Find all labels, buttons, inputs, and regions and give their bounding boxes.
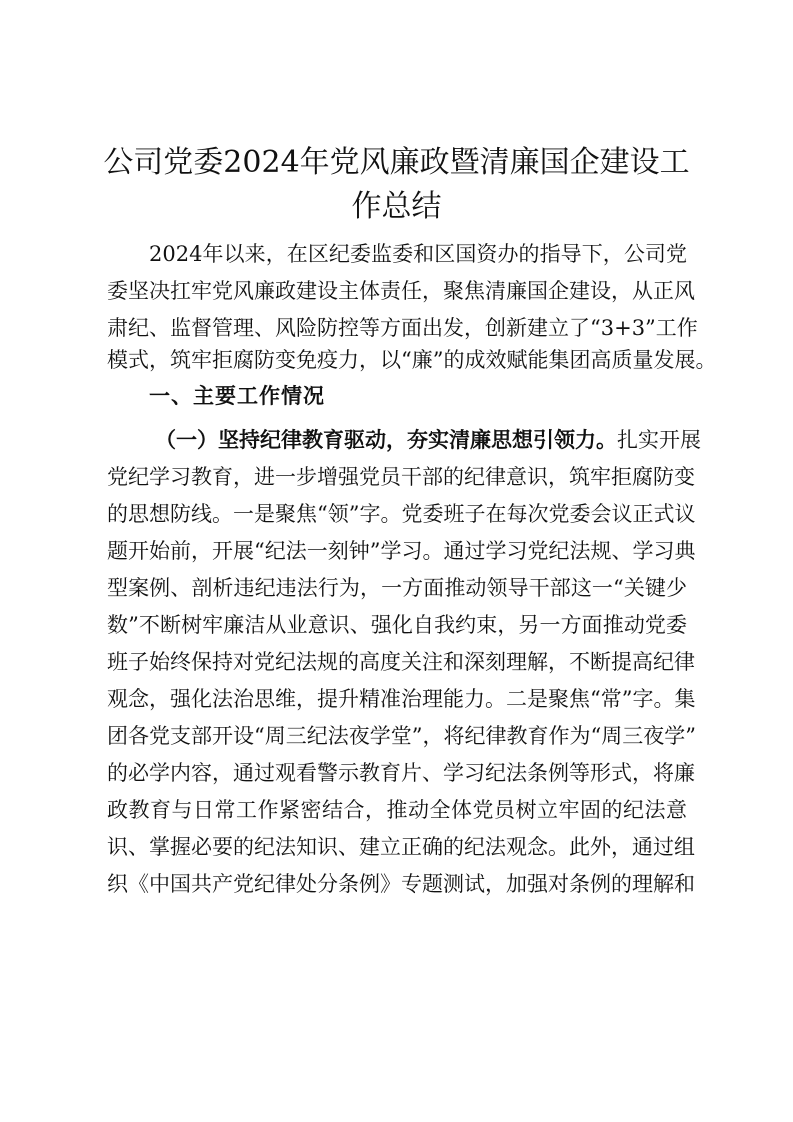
body-line: 政教育与日常工作紧密结合，推动全体党员树立牢固的纪法意 (107, 798, 687, 822)
body-line: 识、掌握必要的纪法知识、建立正确的纪法观念。此外，通过组 (107, 835, 695, 859)
body-line: 班子始终保持对党纪法规的高度关注和深刻理解，不断提高纪律 (107, 650, 695, 674)
subsection-1-heading: （一）坚持纪律教育驱动，夯实清廉思想引领力。 (155, 427, 617, 452)
body-line: 观念，强化法治思维，提升精准治理能力。二是聚焦“常”字。集 (107, 687, 696, 711)
subsection-1-first-line-rest: 扎实开展 (617, 428, 701, 452)
subsection-1-first-line (155, 425, 701, 455)
intro-line-2: 委坚决扛牢党风廉政建设主体责任，聚焦清廉国企建设，从正风 (107, 279, 695, 303)
section-heading-1: 一、主要工作情况 (149, 384, 325, 408)
body-line: 的思想防线。一是聚焦“领”字。党委班子在每次党委会议正式议 (107, 502, 696, 526)
body-line: 数”不断树牢廉洁从业意识、强化自我约束，另一方面推动党委 (107, 613, 687, 637)
body-line: 织《中国共产党纪律处分条例》专题测试，加强对条例的理解和 (107, 872, 695, 896)
document-title-line-1: 公司党委2024年党风廉政暨清廉国企建设工 (103, 145, 690, 180)
intro-line-3: 肃纪、监督管理、风险防控等方面出发，创新建立了“3+3”工作 (107, 316, 698, 340)
body-line: 党纪学习教育，进一步增强党员干部的纪律意识，筑牢拒腐防变 (107, 465, 695, 489)
intro-line-4: 模式，筑牢拒腐防变免疫力，以“廉”的成效赋能集团高质量发展。 (107, 348, 717, 372)
body-line: 的必学内容，通过观看警示教育片、学习纪法条例等形式，将廉 (107, 761, 695, 785)
body-line: 题开始前，开展“纪法一刻钟”学习。通过学习党纪法规、学习典 (107, 539, 696, 563)
body-line: 型案例、剖析违纪违法行为，一方面推动领导干部这一“关键少 (107, 576, 687, 600)
body-line: 团各党支部开设“周三纪法夜学堂”，将纪律教育作为“周三夜学” (107, 724, 696, 748)
intro-line-1: 2024年以来，在区纪委监委和区国资办的指导下，公司党 (149, 242, 687, 266)
document-title-line-2: 作总结 (351, 189, 442, 224)
